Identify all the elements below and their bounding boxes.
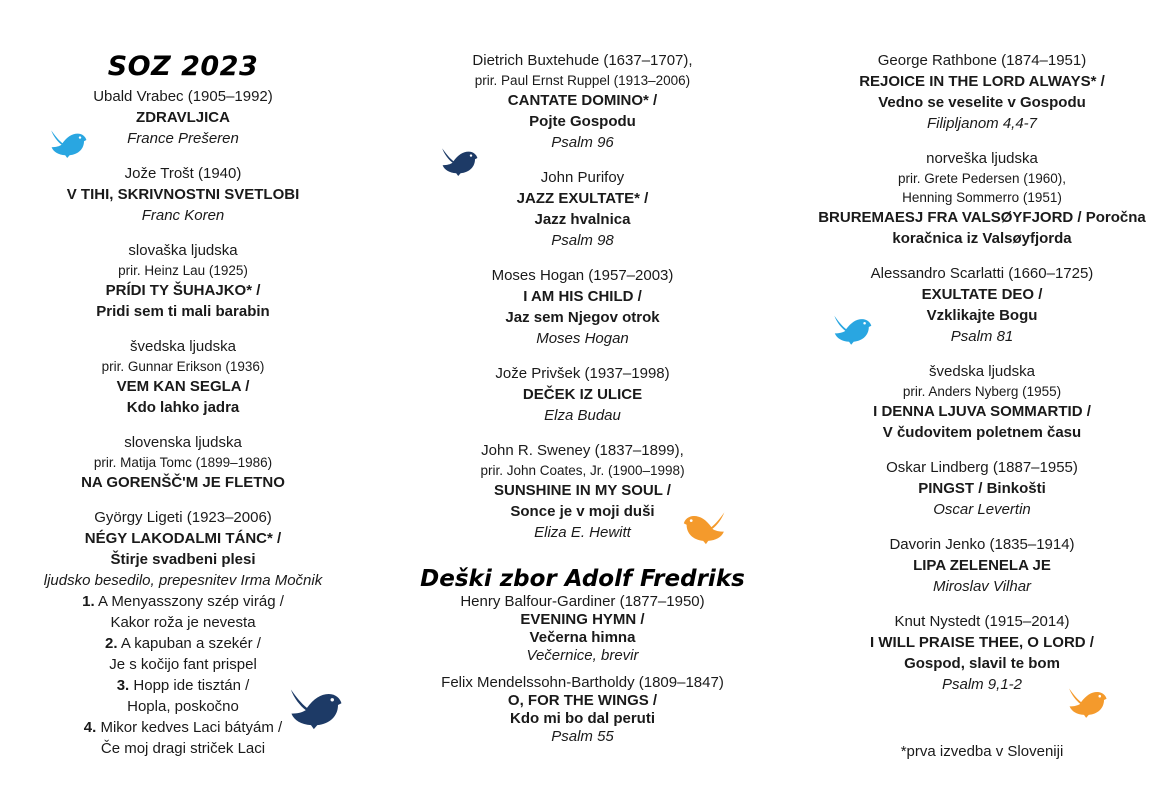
composer: norveška ljudska — [926, 150, 1038, 167]
song-title: PRÍDI TY ŠUHAJKO* / — [105, 281, 261, 299]
program-item — [420, 593, 745, 665]
lyricist: ljudsko besedilo, prepesnitev Irma Močnik — [43, 571, 323, 589]
lyricist: Moses Hogan — [536, 330, 629, 347]
program-item — [808, 361, 1156, 443]
movement-translation: Hopla, poskočno — [127, 697, 239, 715]
song-title: JAZZ EXULTATE* / — [516, 190, 649, 207]
arranger: prir. Matija Tomc (1899–1986) — [93, 454, 273, 470]
composer: George Rathbone (1874–1951) — [877, 52, 1087, 69]
arranger: prir. Paul Ernst Ruppel (1913–2006) — [474, 73, 691, 88]
movement-translation: Kakor roža je nevesta — [110, 613, 256, 631]
program-item — [808, 148, 1156, 249]
column-1 — [18, 52, 348, 773]
footnote: *prva izvedba v Sloveniji — [900, 743, 1064, 760]
bird-icon — [682, 508, 728, 548]
song-title-translation: V čudovitem poletnem času — [882, 424, 1082, 441]
bird-icon — [46, 128, 90, 160]
song-title-translation: Gospod, slavil te bom — [904, 655, 1060, 672]
arranger: prir. Anders Nyberg (1955) — [902, 384, 1062, 399]
movement-list — [18, 591, 348, 759]
arranger: Henning Sommerro (1951) — [902, 190, 1062, 205]
song-title: PINGST / Binkošti — [918, 480, 1046, 497]
program-item — [18, 432, 348, 493]
song-title: I WILL PRAISE THEE, O LORD / — [870, 634, 1094, 651]
song-title: DEČEK IZ ULICE — [522, 386, 643, 403]
composer: Jože Privšek (1937–1998) — [495, 365, 670, 382]
program-item — [18, 163, 348, 226]
bird-icon — [831, 308, 873, 352]
lyricist: Psalm 81 — [950, 328, 1014, 345]
lyricist: Psalm 55 — [551, 728, 614, 746]
song-title: BRUREMAESJ FRA VALSØYFJORD / Poročna — [818, 209, 1146, 226]
lyricist: Psalm 96 — [551, 134, 614, 151]
song-title-translation: Kdo mi bo dal peruti — [510, 710, 655, 728]
song-title: I DENNA LJUVA SOMMARTID / — [873, 403, 1091, 420]
song-title-translation: Kdo lahko jadra — [126, 398, 240, 416]
lyricist: Filipljanom 4,4-7 — [926, 115, 1038, 132]
movement: 1. A Menyasszony szép virág / — [82, 592, 284, 610]
arranger: prir. Heinz Lau (1925) — [118, 262, 248, 278]
composer: slovaška ljudska — [128, 241, 238, 259]
song-title: EVENING HYMN / — [520, 611, 645, 629]
song-title: NA GORENŠČ'M JE FLETNO — [81, 473, 285, 491]
song-title: O, FOR THE WINGS / — [507, 692, 658, 710]
composer: Felix Mendelssohn-Bartholdy (1809–1847) — [441, 674, 724, 692]
composer: Henry Balfour-Gardiner (1877–1950) — [460, 593, 705, 611]
arranger: prir. Grete Pedersen (1960), — [897, 171, 1067, 186]
song-title-translation: Pridi sem ti mali barabin — [96, 302, 270, 320]
composer: Ubald Vrabec (1905–1992) — [93, 87, 273, 105]
song-title: VEM KAN SEGLA / — [116, 377, 250, 395]
song-title-translation: Sonce je v moji duši — [510, 503, 655, 520]
song-title: ZDRAVLJICA — [136, 108, 230, 126]
lyricist: France Prešeren — [127, 129, 239, 147]
program-item — [420, 674, 745, 746]
song-title: I AM HIS CHILD / — [523, 288, 642, 305]
composer: Davorin Jenko (1835–1914) — [889, 536, 1075, 553]
choir-title: Deški zbor Adolf Fredriks — [420, 566, 745, 592]
arranger: prir. John Coates, Jr. (1900–1998) — [480, 463, 685, 478]
composer: Oskar Lindberg (1887–1955) — [886, 459, 1078, 476]
lyricist: Oscar Levertin — [933, 501, 1031, 518]
song-title: SUNSHINE IN MY SOUL / — [494, 482, 671, 499]
song-title-translation: Jazz hvalnica — [534, 211, 631, 228]
program-item — [808, 457, 1156, 520]
song-title-translation: Vedno se veselite v Gospodu — [878, 94, 1086, 111]
program-item — [18, 336, 348, 418]
song-title-translation: Jaz sem Njegov otrok — [505, 309, 660, 326]
movement-translation: Je s kočijo fant prispel — [109, 655, 257, 673]
composer: Jože Trošt (1940) — [124, 164, 242, 182]
composer: Moses Hogan (1957–2003) — [491, 267, 674, 284]
song-title: LIPA ZELENELA JE — [913, 557, 1051, 574]
movement: 2. A kapuban a szekér / — [105, 634, 261, 652]
program-item — [420, 50, 745, 153]
song-title: EXULTATE DEO / — [921, 286, 1043, 303]
bird-icon — [286, 686, 344, 732]
program-item — [808, 50, 1156, 134]
composer: Knut Nystedt (1915–2014) — [894, 613, 1070, 630]
lyricist: Franc Koren — [141, 206, 225, 224]
column-3 — [808, 50, 1156, 709]
concert-title: SOZ 2023 — [107, 51, 259, 82]
lyricist: Miroslav Vilhar — [932, 578, 1032, 595]
lyricist: Elza Budau — [544, 407, 621, 424]
program-item — [808, 611, 1156, 695]
composer: Dietrich Buxtehude (1637–1707), — [472, 52, 693, 69]
song-title: V TIHI, SKRIVNOSTNI SVETLOBI — [66, 185, 300, 203]
lyricist: Psalm 9,1-2 — [941, 676, 1023, 693]
composer: György Ligeti (1923–2006) — [94, 508, 272, 526]
song-title-translation: Pojte Gospodu — [529, 113, 636, 130]
composer: John R. Sweney (1837–1899), — [481, 442, 684, 459]
movement: 3. Hopp ide tisztán / — [116, 676, 250, 694]
program-item — [420, 167, 745, 251]
song-title-translation: Štirje svadbeni plesi — [110, 550, 256, 568]
movement: 4. Mikor kedves Laci bátyám / — [83, 718, 283, 736]
composer: John Purifoy — [540, 169, 625, 186]
composer: Alessandro Scarlatti (1660–1725) — [870, 265, 1094, 282]
song-title: REJOICE IN THE LORD ALWAYS* / — [859, 73, 1105, 90]
composer: švedska ljudska — [130, 337, 236, 355]
program-item — [808, 534, 1156, 597]
lyricist: Psalm 98 — [551, 232, 614, 249]
program-item — [420, 363, 745, 426]
song-title: NÉGY LAKODALMI TÁNC* / — [84, 529, 282, 547]
song-title: CANTATE DOMINO* / — [507, 92, 658, 109]
program-item — [18, 240, 348, 322]
composer: švedska ljudska — [929, 363, 1035, 380]
song-title-translation: koračnica iz Valsøyfjorda — [892, 230, 1072, 247]
movement-translation: Če moj dragi striček Laci — [100, 739, 266, 757]
lyricist: Eliza E. Hewitt — [534, 524, 631, 541]
song-title-translation: Vzklikajte Bogu — [926, 307, 1038, 324]
arranger: prir. Gunnar Erikson (1936) — [101, 358, 265, 374]
bird-icon — [437, 146, 481, 178]
bird-icon — [1063, 686, 1111, 720]
composer: slovenska ljudska — [124, 433, 242, 451]
program-item — [420, 265, 745, 349]
lyricist: Večernice, brevir — [526, 647, 639, 665]
song-title-translation: Večerna himna — [529, 629, 636, 647]
